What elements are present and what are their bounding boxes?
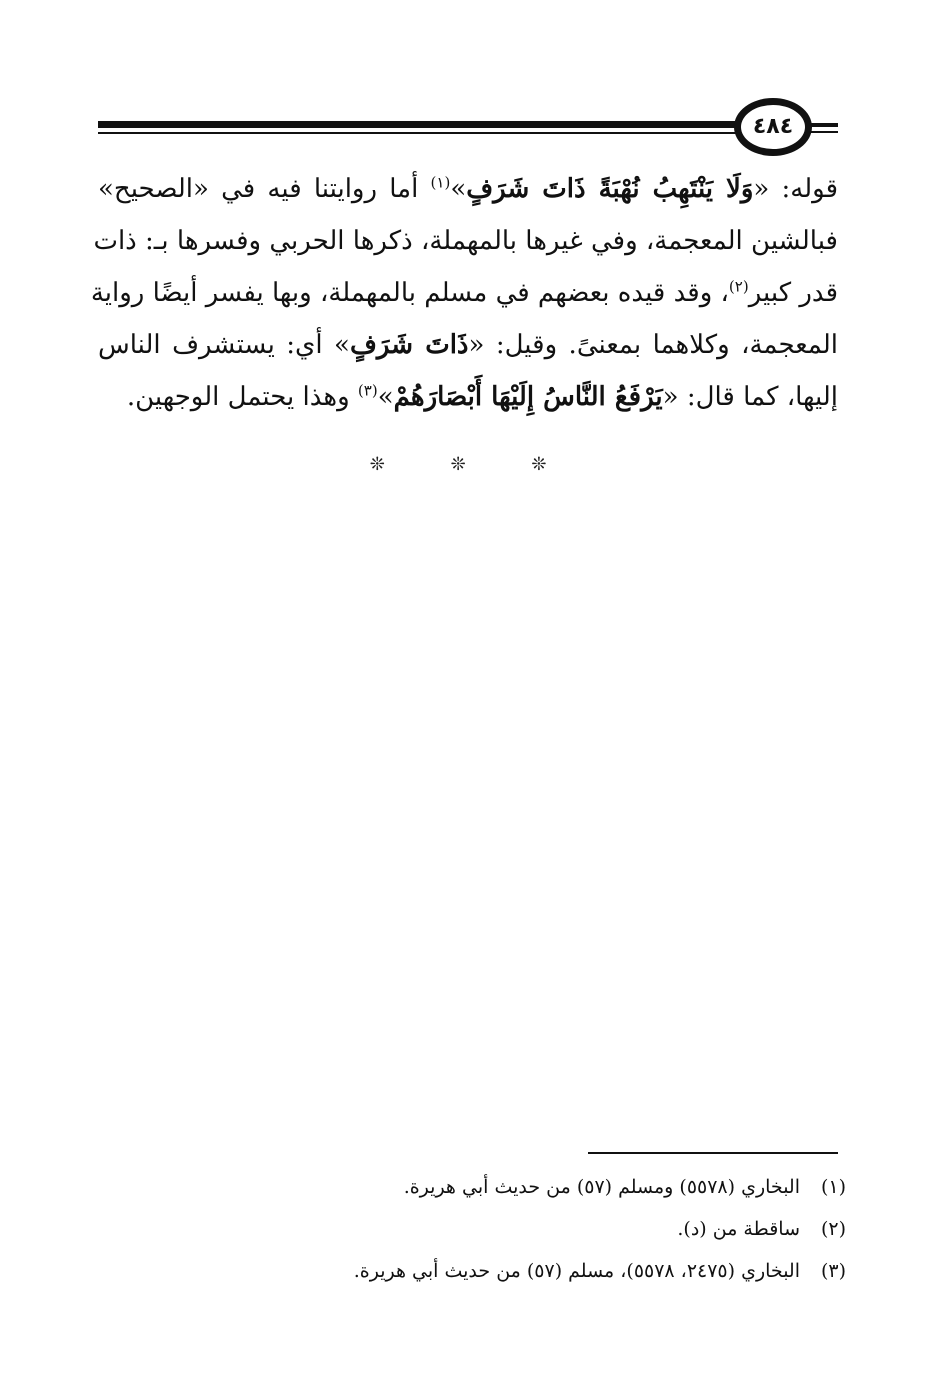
footnote-number: (٢) <box>820 1218 846 1240</box>
footnote-number: (٣) <box>820 1260 846 1282</box>
body-text-run: قدر كبير <box>748 278 838 308</box>
body-text-run: ، وقد قيده بعضهم في مسلم بالمهملة، وبها يفسر أيضًا رواية <box>90 278 729 308</box>
body-text-run: » <box>377 382 394 412</box>
section-divider: ❊ ❊ ❊ <box>369 454 577 475</box>
footnote-item <box>98 1208 846 1250</box>
hadith-quote: ذَاتَ شَرَفٍ <box>349 330 469 360</box>
page-number-badge <box>734 98 812 156</box>
body-text-run: قوله: « <box>753 174 839 204</box>
footnote-text: البخاري (٥٥٧٨) ومسلم (٥٧) من حديث أبي هريرة. <box>403 1176 800 1198</box>
footnote-marker[interactable]: (٢) <box>728 277 749 296</box>
footnotes <box>98 1166 846 1292</box>
footnote-text: ساقطة من (د). <box>677 1218 800 1240</box>
body-text-run: » أي: يستشرف الناس <box>98 330 350 360</box>
body-text-run: وهذا يحتمل الوجهين. <box>126 382 358 412</box>
body-paragraph <box>90 163 839 423</box>
body-text-run: فبالشين المعجمة، وفي غيرها بالمهملة، ذكرها الحربي وفسرها بـ: ذات <box>93 226 838 256</box>
body-line <box>93 215 838 267</box>
body-text-run: » <box>450 174 467 204</box>
body-text-run: أما روايتنا فيه في «الصحيح» <box>98 174 431 204</box>
body-line <box>98 371 838 423</box>
header-rule-right <box>810 123 838 127</box>
footnote-item <box>98 1166 846 1208</box>
body-line <box>90 267 838 319</box>
page-header <box>98 98 838 158</box>
footnote-marker[interactable]: (٣) <box>357 381 378 400</box>
body-line <box>98 163 838 215</box>
header-rule-thin <box>98 132 738 134</box>
body-line <box>98 319 838 371</box>
footnote-number: (١) <box>820 1176 846 1198</box>
footnote-text: البخاري (٢٤٧٥، ٥٥٧٨)، مسلم (٥٧) من حديث أبي هريرة. <box>353 1260 800 1282</box>
hadith-quote: وَلَا يَنْتَهِبُ نُهْبَةً ذَاتَ شَرَفٍ <box>466 174 754 204</box>
body-text-run: إليها، كما قال: « <box>662 382 838 412</box>
footnote-marker[interactable]: (١) <box>430 173 451 192</box>
header-rule-right-thin <box>810 131 838 133</box>
footnote-separator <box>588 1152 838 1154</box>
header-rule-thick <box>98 121 738 128</box>
hadith-quote: يَرْفَعُ النَّاسُ إِلَيْهَا أَبْصَارَهُمْ <box>393 382 663 412</box>
footnote-item <box>98 1250 846 1292</box>
body-text-run: المعجمة، وكلاهما بمعنىً. وقيل: « <box>468 330 838 360</box>
page-number: ٤٨٤ <box>752 114 794 139</box>
